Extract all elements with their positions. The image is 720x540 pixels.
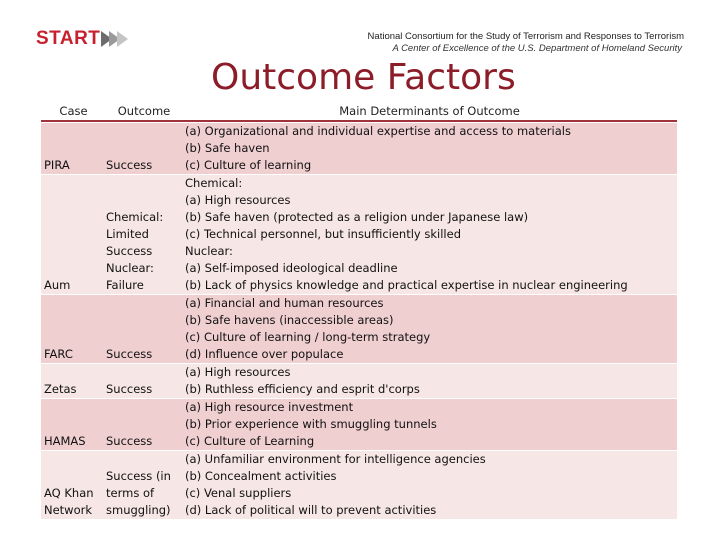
outcome-cell-line: Nuclear: [106, 261, 154, 275]
outcome-cell [103, 450, 182, 519]
case-cell [41, 174, 103, 294]
determinants-cell-line: (a) High resources [185, 193, 291, 207]
determinants-cell [182, 294, 677, 363]
outcome-cell [103, 174, 182, 294]
column-header-case: Case [41, 102, 103, 122]
determinants-cell-line: (a) Financial and human resources [185, 296, 384, 310]
determinants-cell-line: (c) Culture of learning [185, 158, 312, 172]
determinants-cell-line: (c) Culture of learning / long-term strategy [185, 330, 431, 344]
determinants-cell-line: Nuclear: [185, 244, 233, 258]
start-logo [36, 29, 128, 48]
determinants-cell-line: (b) Concealment activities [185, 469, 337, 483]
determinants-cell-line: (b) Safe haven (protected as a religion under Japanese law) [185, 210, 529, 224]
determinants-cell-line: (d) Lack of political will to prevent activities [185, 503, 437, 517]
outcome-cell-line: Chemical: [106, 210, 164, 224]
page-title: Outcome Factors [211, 57, 516, 98]
outcome-cell [103, 363, 182, 398]
determinants-cell-line: (c) Technical personnel, but insufficiently skilled [185, 227, 461, 241]
determinants-cell [182, 398, 677, 450]
outcome-table [41, 102, 677, 519]
outcome-cell [103, 398, 182, 450]
outcome-cell-line: Success [106, 244, 153, 258]
determinants-cell-line: (a) High resources [185, 365, 291, 379]
outcome-cell-line: Success [106, 347, 153, 361]
determinants-cell [182, 174, 677, 294]
determinants-cell-line: (d) Influence over populace [185, 347, 344, 361]
case-cell [41, 122, 103, 174]
determinants-cell-line: (c) Culture of Learning [185, 434, 315, 448]
determinants-cell-line: (a) Organizational and individual expertise and access to materials [185, 124, 571, 138]
determinants-cell-line: (c) Venal suppliers [185, 486, 292, 500]
determinants-cell-line: (b) Ruthless efficiency and esprit d'corps [185, 382, 420, 396]
case-cell-line: HAMAS [44, 434, 86, 448]
outcome-cell-line: Success [106, 382, 153, 396]
determinants-cell-line: (a) Unfamiliar environment for intelligence agencies [185, 452, 486, 466]
determinants-cell-line: (b) Safe haven [185, 141, 270, 155]
outcome-cell [103, 122, 182, 174]
outcome-cell-line: smuggling) [106, 503, 171, 517]
case-cell [41, 363, 103, 398]
determinants-cell-line: (a) Self-imposed ideological deadline [185, 261, 398, 275]
case-cell-line: PIRA [44, 158, 70, 172]
determinants-cell-line: (b) Prior experience with smuggling tunnels [185, 417, 437, 431]
logo-arrows-icon [101, 31, 128, 47]
outcome-cell-line: Success [106, 158, 153, 172]
outcome-cell-line: Failure [106, 278, 144, 292]
determinants-cell-line: (b) Safe havens (inaccessible areas) [185, 313, 394, 327]
outcome-cell-line: Success (in [106, 469, 171, 483]
column-header-determinants: Main Determinants of Outcome [182, 102, 677, 122]
determinants-cell [182, 122, 677, 174]
outcome-cell [103, 294, 182, 363]
determinants-cell-line: (b) Lack of physics knowledge and practical expertise in nuclear engineering [185, 278, 628, 292]
case-cell-line: Network [44, 503, 93, 517]
case-cell [41, 450, 103, 519]
outcome-cell-line: Success [106, 434, 153, 448]
column-header-outcome: Outcome [103, 102, 182, 122]
logo-text: START [36, 28, 101, 49]
org-subtitle: A Center of Excellence of the U.S. Department of Homeland Security [392, 43, 682, 54]
outcome-cell-line: terms of [106, 486, 155, 500]
determinants-cell-line: (a) High resource investment [185, 400, 354, 414]
determinants-cell [182, 450, 677, 519]
org-name: National Consortium for the Study of Terrorism and Responses to Terrorism [367, 31, 684, 42]
case-cell [41, 398, 103, 450]
case-cell-line: FARC [44, 347, 73, 361]
case-cell-line: Zetas [44, 382, 77, 396]
case-cell [41, 294, 103, 363]
determinants-cell [182, 363, 677, 398]
case-cell-line: AQ Khan [44, 486, 94, 500]
outcome-cell-line: Limited [106, 227, 149, 241]
determinants-cell-line: Chemical: [185, 176, 243, 190]
case-cell-line: Aum [44, 278, 71, 292]
